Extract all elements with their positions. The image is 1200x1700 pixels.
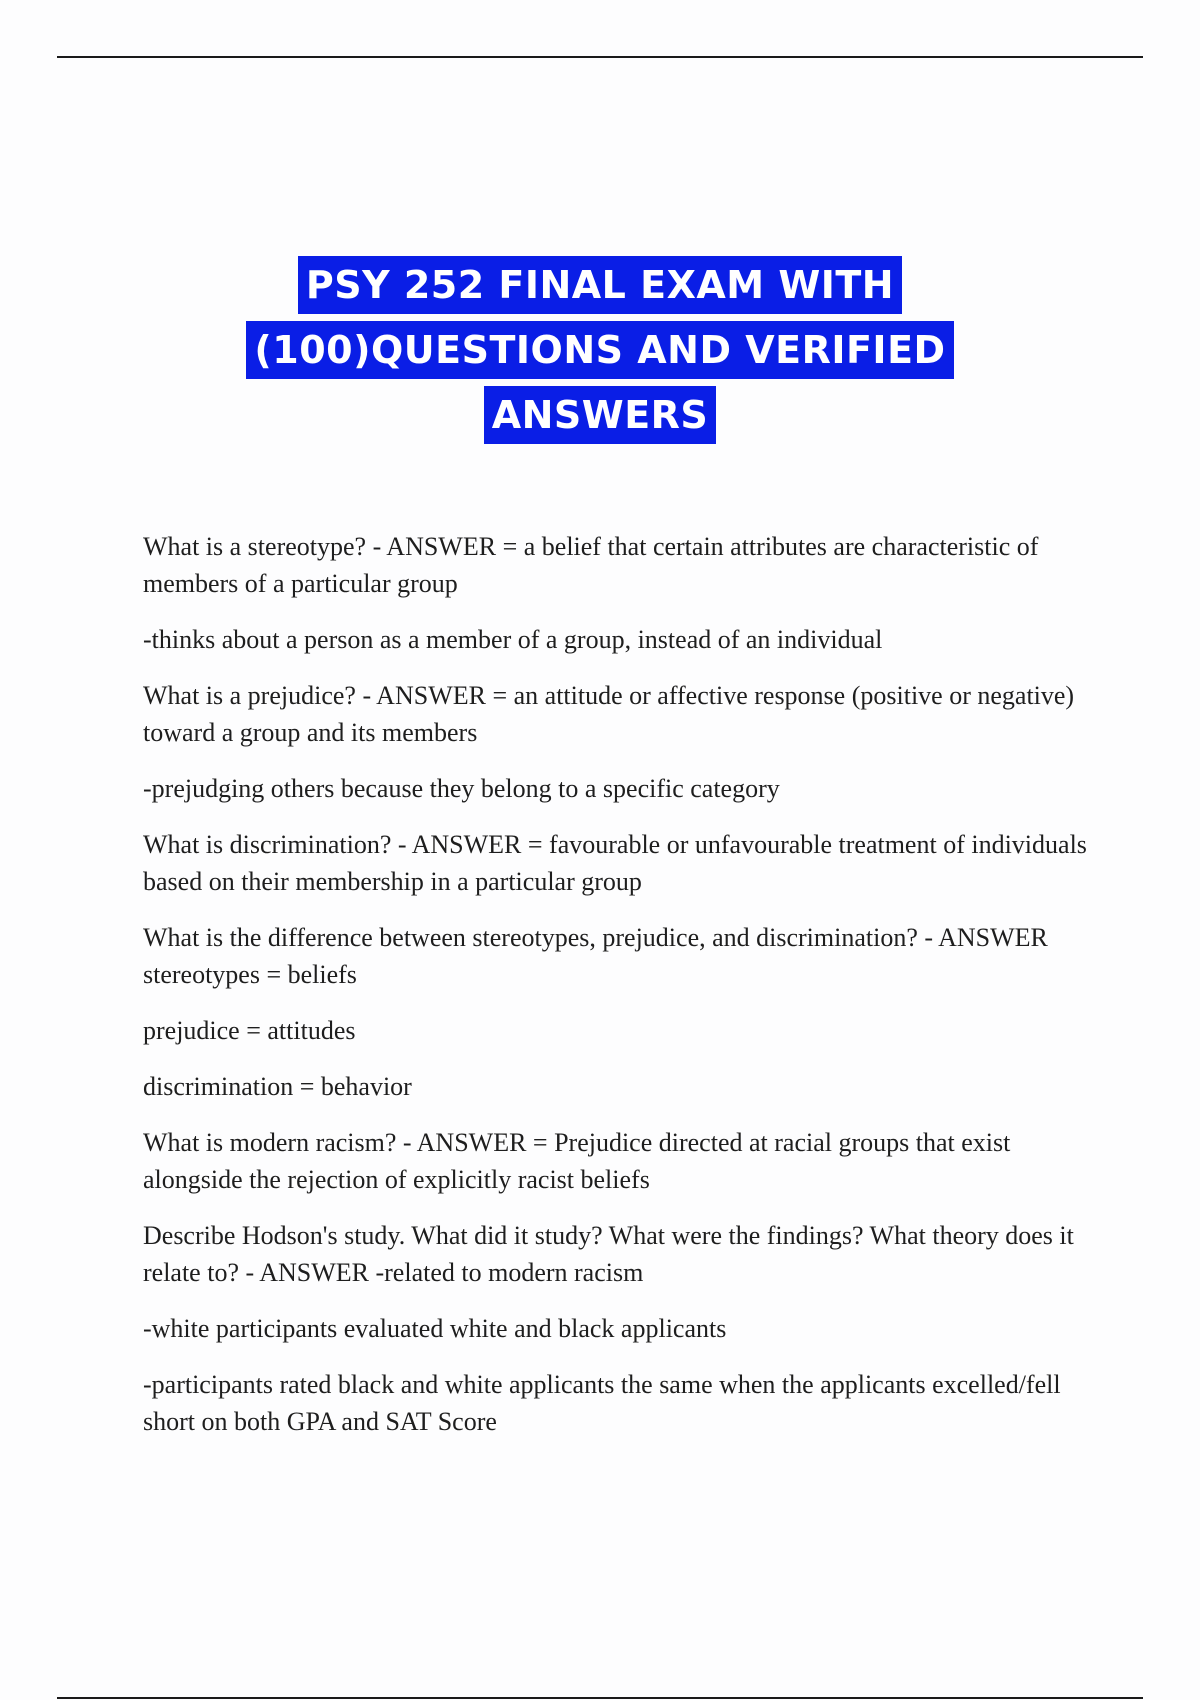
paragraph-hodson-question: Describe Hodson's study. What did it study? What were the findings? What theory does it relate to? - ANSWER -related to modern racism xyxy=(143,1221,1074,1287)
paragraph-modern-racism-question: What is modern racism? - ANSWER = Prejudice directed at racial groups that exist alongside the rejection of explicitly racist beliefs xyxy=(143,1128,1011,1194)
title-line-1: PSY 252 FINAL EXAM WITH xyxy=(298,256,902,314)
paragraph-prejudice-question: What is a prejudice? - ANSWER = an attitude or affective response (positive or negative) toward a group and its members xyxy=(143,681,1075,747)
paragraph-discrimination-question: What is discrimination? - ANSWER = favourable or unfavourable treatment of individuals based on their membership in a particular group xyxy=(143,830,1087,896)
title-line-3: ANSWERS xyxy=(484,386,717,444)
paragraph-discrimination-behavior: discrimination = behavior xyxy=(143,1072,412,1101)
paragraph-hodson-findings: -participants rated black and white applicants the same when the applicants excelled/fell short on both GPA and SAT Score xyxy=(143,1370,1061,1436)
document-body xyxy=(143,528,1093,1459)
title-line-2: (100)QUESTIONS AND VERIFIED xyxy=(246,321,953,379)
paragraph-hodson-participants: -white participants evaluated white and black applicants xyxy=(143,1314,727,1343)
paragraph-prejudice-attitudes: prejudice = attitudes xyxy=(143,1016,356,1045)
document-title xyxy=(0,256,1200,451)
header-rule xyxy=(57,56,1143,58)
paragraph-prejudice-note: -prejudging others because they belong to a specific category xyxy=(143,774,780,803)
footer-rule xyxy=(57,1697,1143,1699)
paragraph-stereotype-question: What is a stereotype? - ANSWER = a belief that certain attributes are characteristic of members of a particular group xyxy=(143,532,1039,598)
paragraph-stereotype-note: -thinks about a person as a member of a group, instead of an individual xyxy=(143,625,883,654)
paragraph-difference-question: What is the difference between stereotypes, prejudice, and discrimination? - ANSWER stereotypes = beliefs xyxy=(143,923,1048,989)
